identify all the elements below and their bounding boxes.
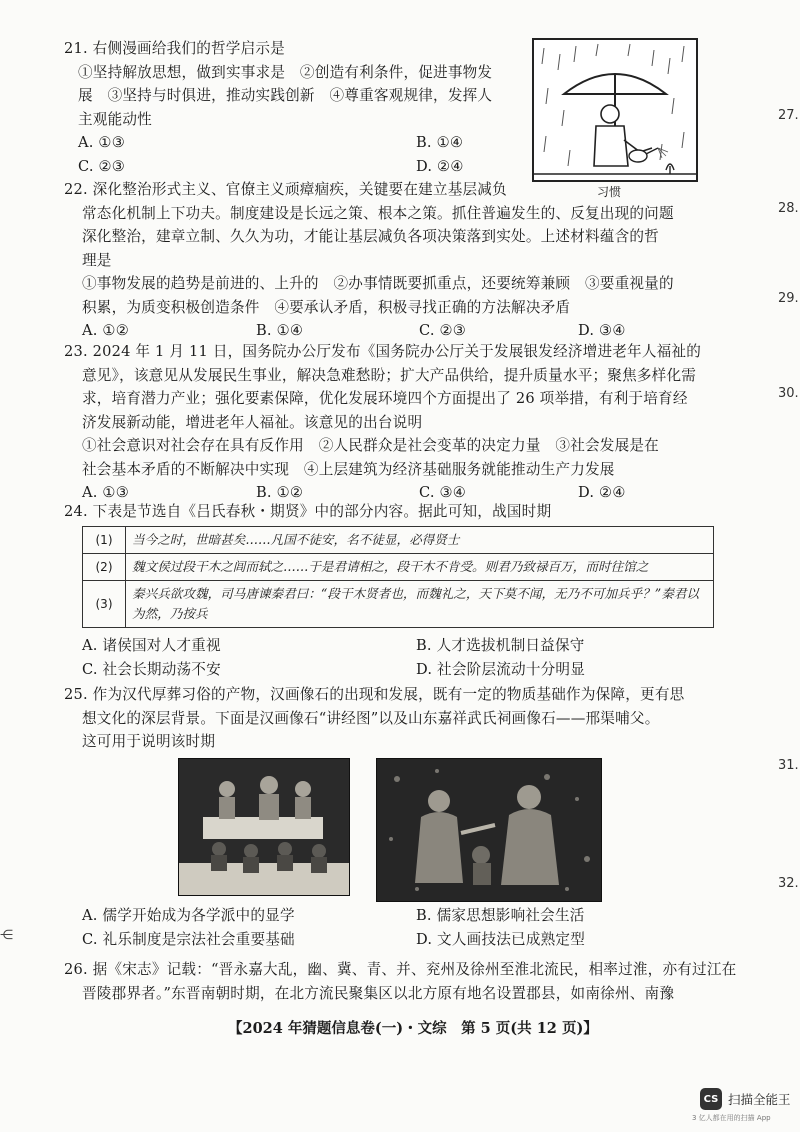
q25-options-row-2	[64, 928, 724, 952]
q21-stem: 21. 右侧漫画给我们的哲学启示是	[64, 40, 285, 57]
scanner-tagline: 3 亿人都在用的扫描 App	[692, 1114, 771, 1122]
question-21	[64, 37, 534, 178]
q23-line-4: 济发展新动能，增进老年人福祉。该意见的出台说明	[82, 413, 423, 431]
question-26	[64, 958, 737, 1005]
margin-number-27: 27.	[778, 108, 799, 123]
q23-option-c[interactable]: C. ③④	[419, 484, 467, 501]
q21-options-row-1	[64, 131, 534, 155]
table-row-index: (3)	[83, 581, 126, 628]
q23-line-5: ①社会意识对社会存在具有反作用 ②人民群众是社会变革的决定力量 ③社会发展是在	[82, 437, 659, 454]
q25-line-2: 想文化的深层背景。下面是汉画像石“讲经图”以及山东嘉祥武氏祠画像石——邢渠哺父。	[82, 709, 660, 727]
table-row-text: 魏文侯过段干木之闾而轼之……于是君请相之，段干木不肯受。则君乃致禄百万，而时往馆之	[126, 554, 714, 581]
q22-line-4: 理是	[82, 251, 112, 269]
q23-line-2: 意见》，该意见从发展民生事业，解决急难愁盼；扩大产品供给，提升质量水平；聚焦多样化需	[82, 366, 697, 384]
q21-option-b[interactable]: B. ①④	[416, 134, 464, 151]
table-row	[83, 581, 714, 628]
table-row	[83, 554, 714, 581]
q23-line-3: 求，培育潜力产业；强化要素保障，优化发展环境四个方面提出了 26 项举措，有利于培育经	[82, 390, 688, 407]
q22-options-row	[64, 319, 724, 343]
q26-line-2: 晋陵郡界者。”东晋南朝时期，在北方流民聚集区以北方原有地名设置郡县，如南徐州、南豫	[82, 984, 675, 1002]
q23-option-a[interactable]: A. ①③	[82, 484, 129, 501]
q23-line-6: 社会基本矛盾的不断解决中实现 ④上层建筑为经济基础服务就能推动生产力发展	[82, 460, 615, 478]
q25-line-1: 25. 作为汉代厚葬习俗的产物，汉画像石的出现和发展，既有一定的物质基础作为保障，更有思	[64, 686, 685, 703]
q21-option-c[interactable]: C. ②③	[78, 157, 126, 175]
q22-line-5: ①事物发展的趋势是前进的、上升的 ②办事情既要抓重点，还要统筹兼顾 ③要重视量的	[82, 275, 674, 292]
q24-options	[64, 634, 724, 681]
q24-options-row-2	[64, 658, 724, 682]
cartoon-caption: 习惯	[597, 185, 622, 199]
margin-number-28: 28.	[778, 201, 799, 216]
q22-line-3: 深化整治，建章立制、久久为功，才能让基层减负各项决策落到实处。上述材料蕴含的哲	[82, 228, 659, 245]
camscanner-logo-icon: CS	[700, 1088, 722, 1110]
q22-option-c[interactable]: C. ②③	[419, 322, 467, 339]
q25-options	[64, 904, 724, 951]
page-footer: 【2024 年猜题信息卷(一)・文综 第 5 页(共 12 页)】	[228, 1020, 598, 1037]
q23-line-1: 23. 2024 年 1 月 11 日，国务院办公厅发布《国务院办公厅关于发展银发经济增进老年人福祉的	[64, 343, 702, 360]
q25-option-d[interactable]: D. 文人画技法已成熟定型	[416, 930, 585, 948]
margin-number-30: 30.	[778, 386, 799, 401]
q22-line-2: 常态化机制上下功夫。制度建设是长远之策、根本之策。抓住普遍发生的、反复出现的问题	[82, 204, 674, 222]
q25-line-3: 这可用于说明该时期	[82, 733, 216, 750]
q21-line-2: 展 ③坚持与时俱进，推动实践创新 ④尊重客观规律，发挥人	[78, 87, 493, 104]
table-row-text: 秦兴兵欲攻魏，司马唐谏秦君曰：“段干木贤者也，而魏礼之，天下莫不闻，无乃不可加兵乎？”秦君以为然，乃按兵	[126, 581, 714, 628]
q22-option-d[interactable]: D. ③④	[578, 322, 626, 339]
q23-option-b[interactable]: B. ①②	[256, 484, 304, 501]
q24-option-c[interactable]: C. 社会长期动荡不安	[82, 660, 221, 678]
habit-cartoon	[532, 38, 698, 182]
margin-number-29: 29.	[778, 291, 799, 306]
q21-option-a[interactable]: A. ①③	[78, 134, 125, 151]
question-22	[64, 178, 724, 343]
table-row-index: (1)	[83, 527, 126, 554]
q25-options-row-1	[64, 904, 724, 928]
q25-option-c[interactable]: C. 礼乐制度是宗法社会重要基础	[82, 930, 295, 948]
q24-option-a[interactable]: A. 诸侯国对人才重视	[82, 637, 221, 654]
q24-options-row-1	[64, 634, 724, 658]
lecture-scene-rubbing-image	[178, 758, 350, 896]
q24-option-d[interactable]: D. 社会阶层流动十分明显	[416, 660, 585, 678]
q24-source-table	[82, 526, 714, 628]
q25-option-b[interactable]: B. 儒家思想影响社会生活	[416, 907, 585, 924]
umbrella-rain-icon	[534, 40, 696, 180]
q24-option-b[interactable]: B. 人才选拔机制日益保守	[416, 637, 585, 654]
question-24	[64, 500, 724, 524]
q21-line-1: ①坚持解放思想，做到实事求是 ②创造有利条件，促进事物发	[78, 63, 493, 81]
q22-line-6: 积累，为质变积极创造条件 ④要承认矛盾，积极寻找正确的方法解决矛盾	[82, 298, 571, 316]
q22-line-1: 22. 深化整治形式主义、官僚主义顽瘴痼疾，关键要在建立基层减负	[64, 181, 507, 198]
question-25	[64, 683, 724, 754]
edge-mark: ⋲	[0, 928, 13, 943]
q21-option-d[interactable]: D. ②④	[416, 157, 464, 175]
question-23	[64, 340, 724, 505]
q25-option-a[interactable]: A. 儒学开始成为各学派中的显学	[82, 907, 295, 924]
xing-qu-feeding-father-rubbing-image	[376, 758, 602, 902]
q21-line-3: 主观能动性	[78, 110, 152, 128]
q22-option-b[interactable]: B. ①④	[256, 322, 304, 339]
margin-number-31: 31.	[778, 758, 799, 773]
q22-option-a[interactable]: A. ①②	[82, 322, 129, 339]
scanner-watermark	[700, 1088, 791, 1110]
q21-options-row-2	[64, 155, 534, 179]
margin-number-32: 32.	[778, 876, 799, 891]
table-row-text: 当今之时，世暗甚矣……凡国不徒安，名不徒显，必得贤士	[126, 527, 714, 554]
q26-line-1: 26. 据《宋志》记载：“晋永嘉大乱，幽、冀、青、并、兖州及徐州至淮北流民，相率过淮，亦有过江在	[64, 961, 737, 978]
table-row	[83, 527, 714, 554]
q24-stem: 24. 下表是节选自《吕氏春秋・期贤》中的部分内容。据此可知，战国时期	[64, 503, 552, 520]
q23-option-d[interactable]: D. ②④	[578, 484, 626, 501]
table-row-index: (2)	[83, 554, 126, 581]
scanner-name: 扫描全能王	[728, 1092, 791, 1107]
